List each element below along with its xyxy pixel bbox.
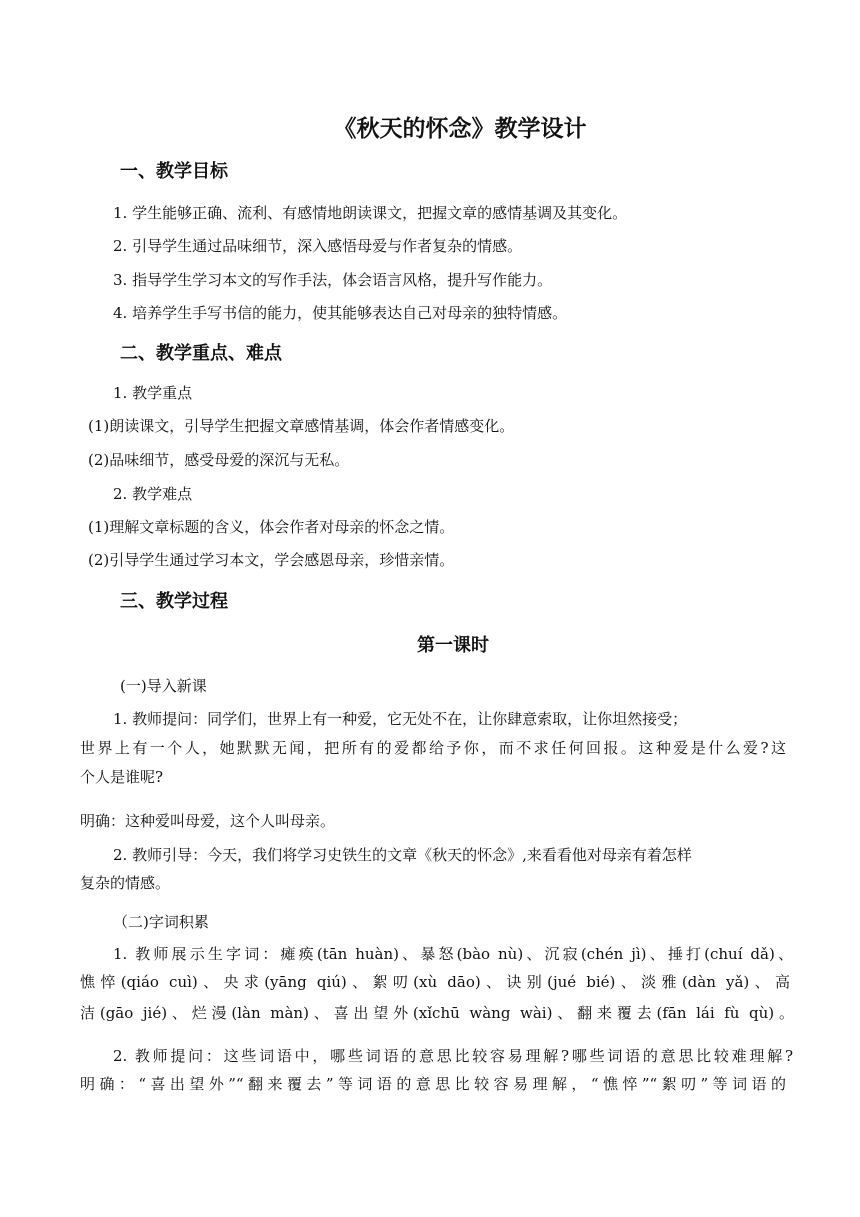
lesson-title: 第一课时 (417, 635, 489, 656)
part1-question-line: 1. 教师提问：同学们，世界上有一种爱，它无处不在，让你肆意索取，让你坦然接受； (113, 710, 688, 728)
part1-guide-line: 2. 教师引导：今天，我们将学习史铁生的文章《秋天的怀念》,来看看他对母亲有着怎样 (113, 846, 692, 864)
vocab-line: 憔悴(qiáo cuì)、央求(yāng qiú)、絮叨(xù dāo)、诀别(jué bié)、淡雅(dàn yǎ)、高 (80, 973, 790, 991)
question2-line: 2. 教师提问：这些词语中，哪些词语的意思比较容易理解?哪些词语的意思比较难理解? (113, 1047, 793, 1065)
objective-item: 1. 学生能够正确、流利、有感情地朗读课文，把握文章的感情基调及其变化。 (113, 204, 628, 222)
part1-answer: 明确：这种爱叫母爱，这个人叫母亲。 (80, 812, 336, 830)
process-heading: 三、教学过程 (120, 591, 228, 612)
difficult-label: 2. 教学难点 (113, 485, 193, 503)
document-title: 《秋天的怀念》教学设计 (333, 116, 587, 142)
part1-question-line: 世界上有一个人，她默默无闻，把所有的爱都给予你，而不求任何回报。这种爱是什么爱?这 (80, 739, 786, 757)
key-item: (2)品味细节，感受母爱的深沉与无私。 (88, 451, 350, 469)
part1-label: (一)导入新课 (120, 677, 207, 695)
difficult-item: (1)理解文章标题的含义，体会作者对母亲的怀念之情。 (88, 518, 455, 536)
vocab-line: 1. 教师展示生字词：瘫痪(tān huàn)、暴怒(bào nù)、沉寂(chén jì)、捶打(chuí dǎ)、 (113, 945, 793, 963)
key-item: (1)朗读课文，引导学生把握文章感情基调，体会作者情感变化。 (88, 417, 515, 435)
question2-line: 明确：“喜出望外”“翻来覆去”等词语的意思比较容易理解，“憔悴”“絮叨”等词语的 (80, 1075, 786, 1093)
objective-item: 2. 引导学生通过品味细节，深入感悟母爱与作者复杂的情感。 (113, 237, 523, 255)
difficult-item: (2)引导学生通过学习本文，学会感恩母亲，珍惜亲情。 (88, 551, 455, 569)
part2-label: （二)字词积累 (113, 913, 209, 931)
objective-item: 4. 培养学生手写书信的能力，使其能够表达自己对母亲的独特情感。 (113, 304, 568, 322)
vocab-line: 洁(gāo jié)、烂漫(làn màn)、喜出望外(xǐchū wàng wài)、翻来覆去(fān lái fù qù)。 (80, 1004, 794, 1022)
key-label: 1. 教学重点 (113, 384, 193, 402)
objective-item: 3. 指导学生学习本文的写作手法，体会语言风格，提升写作能力。 (113, 271, 553, 289)
keypoints-heading: 二、教学重点、难点 (120, 343, 282, 364)
objectives-heading: 一、教学目标 (120, 161, 228, 182)
part1-question-line: 个人是谁呢? (80, 768, 164, 786)
part1-guide-line: 复杂的情感。 (80, 874, 171, 892)
